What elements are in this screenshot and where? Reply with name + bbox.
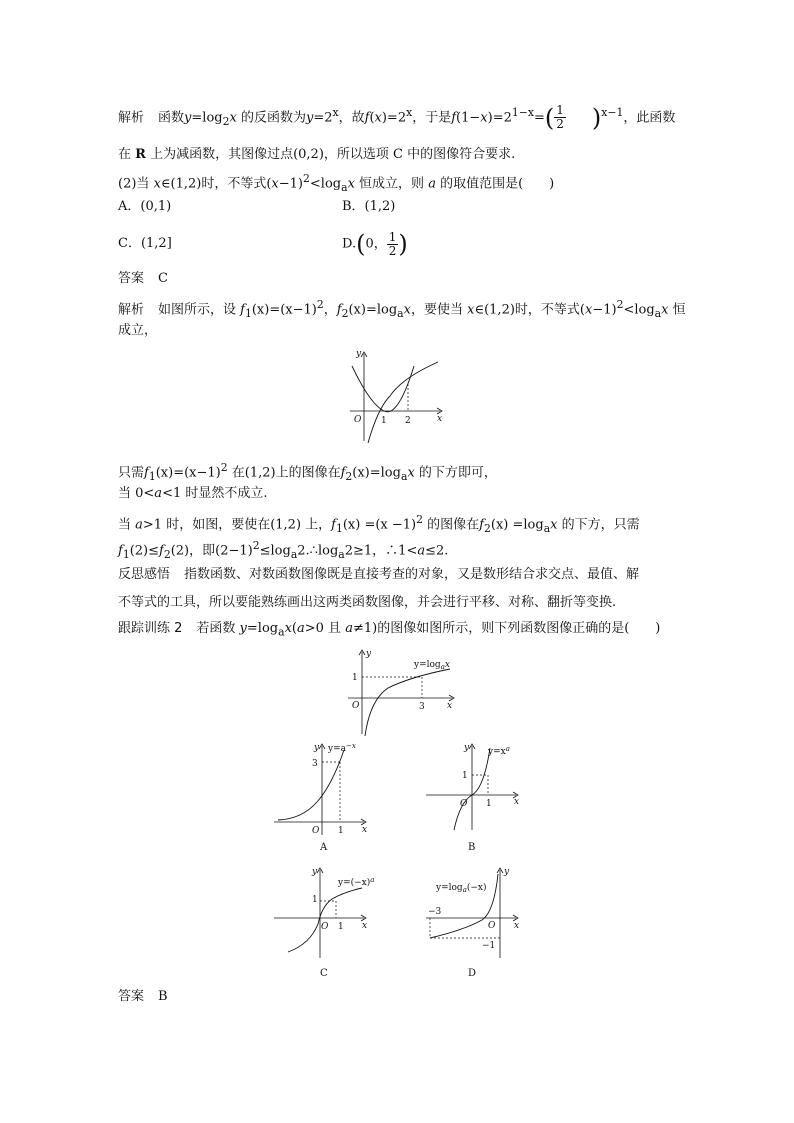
curve-a [278,750,344,820]
p6: 当 a>1 时，如图，要使在(1,2) 上，$f_1(x) =(x -1)^2$ 的图像在$f_2(x) =\log_ax$ 的下方，只需 [118,513,640,535]
svg-text:B: B [468,842,476,853]
svg-text:O: O [352,701,360,711]
p4: 只需$f_1(x)=(x-1)^2$ 在(1,2)上的图像在$f_2(x)=\log_ax$ 的下方即可， [118,461,497,483]
svg-text:−1: −1 [482,941,496,951]
option-c: C．(1,2] [118,236,172,251]
svg-text:−3: −3 [428,907,442,917]
svg-text:1: 1 [352,673,358,683]
reflection: 反思感悟 指数函数、对数函数图像既是直接考查的对象，又是数形结合求交点、最值、解 [118,567,640,582]
svg-text:y: y [314,743,320,753]
y-label: y [356,349,362,359]
svg-text:1: 1 [338,826,344,836]
svg-text:O: O [312,826,320,836]
svg-text:x: x [447,701,453,711]
reflection-cont: 不等式的工具，所以要能熟练画出这两类函数图像，并会进行平移、对称、翻折等变换. [118,595,617,610]
option-a: A．(0,1) [118,199,172,214]
p5: 当 0<a<1 时显然不成立. [118,486,268,501]
fraction-half-d: $\frac{1}{2}$ [388,229,397,258]
answer-1: 答案 C [118,271,168,286]
svg-text:1: 1 [338,922,344,932]
fraction-half: $\frac{1}{2}$ [556,103,564,132]
svg-text:y=(−x)a: $y=(-x)^a$ [338,876,375,888]
tick-2: 2 [405,416,411,426]
track-training-2: 跟踪训练 2 若函数 $y=\log_ax(a>0$ 且 a≠1)的图像如图所示，则下列函数图像正确的是( ) [118,621,661,639]
svg-text:y=loga(−x): $y=\log_a(-x)$ [436,883,487,894]
svg-text:y: y [504,867,510,877]
svg-text:O: O [321,922,329,932]
svg-text:y=logax: $y=\log_ax$ [414,660,450,671]
svg-text:O: O [460,799,468,809]
p7: $f_1(2)\le f_2(2)$，即$(2-1)^2\le\log_a2.\therefore\log_a2\ge 1$，∴1<a≤2. [118,539,449,561]
graph-f1-f2 [340,346,450,446]
analysis-label: 解析 [118,110,145,126]
svg-text:x: x [362,921,368,931]
svg-text:A: A [320,842,328,853]
curve-f2 [368,362,438,443]
answer-2: 答案 B [118,989,168,1004]
svg-text:3: 3 [419,702,425,712]
svg-text:O: O [488,921,496,931]
x-label: x [437,414,443,424]
analysis-2: 解析 如图所示，设 $f_1(x)=(x-1)^2$，$f_2(x)=\log_ax$，要使当 x∈(1,2)时，不等式$(x-1)^2<\log_ax$ 恒 [118,298,686,320]
svg-text:y: y [464,743,470,753]
svg-text:x: x [362,825,368,835]
option-d: D.(0， $\frac{1}{2}$ ) [342,229,408,258]
option-b: B．(1,2) [342,199,396,214]
svg-text:C: C [320,968,328,979]
graph-d [424,866,524,978]
svg-text:x: x [514,797,520,807]
curve-log [365,669,453,736]
graph-log [340,648,458,738]
analysis-2-cont: 成立， [118,323,158,338]
svg-text:1: 1 [312,895,318,905]
svg-text:3: 3 [312,759,318,769]
graph-c [272,866,375,979]
tick-1: 1 [381,416,387,426]
curve-c [288,888,362,952]
origin-label: O [354,415,362,425]
graph-a [272,740,372,852]
svg-text:1: 1 [486,799,492,809]
svg-text:x: x [514,921,520,931]
graph-b [424,740,524,852]
svg-text:D: D [468,968,477,979]
svg-text:y=a−x: $y=a^{-x}$ [328,742,356,754]
svg-text:y: y [312,867,318,877]
svg-text:1: 1 [462,771,468,781]
svg-text:y: y [366,649,372,659]
analysis-1: 解析 函数$y=\log_2x$ 的反函数为$y=2^x$，故$f(x)=2^x$，于是$f(1-x)=2^{1-x}=$( $\frac{1}{2}$ )$^{x-1}$，此函数 [118,103,676,132]
question-2: (2)当 x∈(1,2)时，不等式$(x-1)^2<\log_ax$ 恒成立，则 a 的取值范围是( ) [118,172,555,194]
svg-text:y=xa: $y=x^a$ [488,745,510,757]
analysis-1-cont: 在 R 上为减函数，其图像过点(0,2)，所以选项 C 中的图像符合要求. [118,147,516,162]
